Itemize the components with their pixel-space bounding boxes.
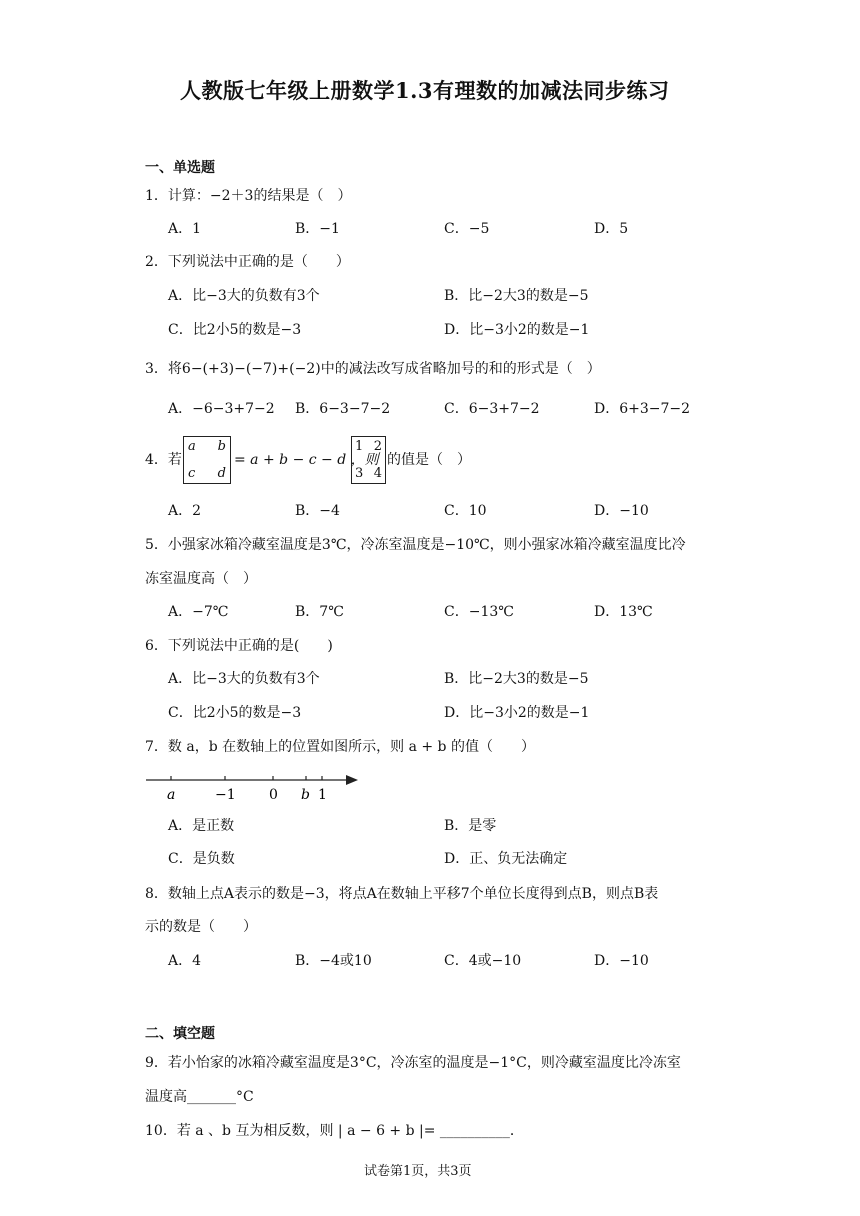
- question-3-option-a: A．−6−3+7−2: [168, 401, 275, 417]
- question-6-stem: 6．下列说法中正确的是( ): [145, 638, 333, 654]
- question-1-option-c: C．−5: [444, 221, 490, 237]
- question-8-stem-line-2: 示的数是（ ）: [145, 919, 257, 935]
- determinant-numbers-box: [351, 436, 386, 484]
- number-line-figure: [140, 770, 370, 806]
- axis-label-minus-1: −1: [215, 787, 236, 803]
- question-6-option-d: D．比−3小2的数是−1: [444, 705, 590, 721]
- letter-d: d: [217, 466, 226, 481]
- question-1-stem: 1．计算：−2＋3的结果是（ ）: [145, 188, 352, 204]
- question-2-option-c: C．比2小5的数是−3: [168, 322, 302, 338]
- question-5-option-b: B．7℃: [295, 604, 344, 620]
- question-4-option-a: A．2: [168, 503, 202, 519]
- question-4-definition: = a + b − c − d ，则: [234, 452, 379, 468]
- question-7-option-a: A．是正数: [168, 818, 235, 834]
- axis-label-a: a: [167, 787, 176, 803]
- question-5-stem-line-2: 冻室温度高（ ）: [145, 571, 257, 587]
- question-4-option-d: D．−10: [594, 503, 649, 519]
- question-2-stem: 2．下列说法中正确的是（ ）: [145, 254, 350, 270]
- number-4: 4: [373, 466, 382, 481]
- question-6-option-a: A．比−3大的负数有3个: [168, 671, 320, 687]
- question-4-suffix: 的值是（ ）: [387, 452, 471, 468]
- question-4-option-c: C．10: [444, 503, 487, 519]
- question-9-stem-line-1: 9．若小怡家的冰箱冷藏室温度是3°C，冷冻室的温度是−1°C，则冷藏室温度比冷冻室: [145, 1055, 681, 1071]
- axis-label-1: 1: [318, 787, 327, 803]
- question-5-option-a: A．−7℃: [168, 604, 229, 620]
- question-7-option-b: B．是零: [444, 818, 497, 834]
- page-title: 人教版七年级上册数学1.3有理数的加减法同步练习: [180, 78, 670, 103]
- number-line-arrow-icon: [346, 775, 358, 785]
- letter-a: a: [188, 439, 196, 454]
- question-3-option-c: C．6−3+7−2: [444, 401, 540, 417]
- section-heading-single-choice: 一、单选题: [145, 160, 215, 176]
- question-2-option-d: D．比−3小2的数是−1: [444, 322, 590, 338]
- question-7-stem: 7．数 a，b 在数轴上的位置如图所示，则 a + b 的值（ ）: [145, 739, 535, 755]
- question-1-option-a: A．1: [168, 221, 202, 237]
- question-5-option-c: C．−13℃: [444, 604, 514, 620]
- question-10-stem: 10．若 a 、b 互为相反数，则 | a − 6 + b |= __________．: [145, 1123, 524, 1139]
- question-2-option-b: B．比−2大3的数是−5: [444, 288, 589, 304]
- question-5-stem-line-1: 5．小强家冰箱冷藏室温度是3℃，冷冻室温度是−10℃，则小强家冰箱冷藏室温度比冷: [145, 537, 686, 553]
- question-8-option-a: A．4: [168, 953, 202, 969]
- page-footer: 试卷第1页，共3页: [364, 1164, 472, 1179]
- question-3-stem: 3．将6−(+3)−(−7)+(−2)中的减法改写成省略加号的和的形式是（ ）: [145, 361, 601, 377]
- question-6-option-c: C．比2小5的数是−3: [168, 705, 302, 721]
- question-4-option-b: B．−4: [295, 503, 340, 519]
- question-5-option-d: D．13℃: [594, 604, 653, 620]
- question-6-option-b: B．比−2大3的数是−5: [444, 671, 589, 687]
- axis-label-b: b: [301, 787, 310, 803]
- question-8-option-b: B．−4或10: [295, 953, 372, 969]
- question-2-option-a: A．比−3大的负数有3个: [168, 288, 320, 304]
- question-8-stem-line-1: 8．数轴上点A表示的数是−3，将点A在数轴上平移7个单位长度得到点B，则点B表: [145, 886, 659, 902]
- number-3: 3: [355, 466, 364, 481]
- question-3-option-d: D．6+3−7−2: [594, 401, 691, 417]
- question-9-stem-line-2: 温度高_______°C: [145, 1089, 254, 1105]
- question-1-option-b: B．−1: [295, 221, 340, 237]
- question-3-option-b: B．6−3−7−2: [295, 401, 391, 417]
- axis-label-0: 0: [269, 787, 278, 803]
- question-1-option-d: D．5: [594, 221, 629, 237]
- question-8-option-d: D．−10: [594, 953, 649, 969]
- number-2: 2: [373, 439, 382, 454]
- number-1: 1: [355, 439, 364, 454]
- question-7-option-d: D．正、负无法确定: [444, 851, 568, 867]
- letter-c: c: [188, 466, 196, 481]
- question-4-prefix: 4．若: [145, 452, 182, 468]
- determinant-letters-box: [183, 436, 231, 484]
- question-8-option-c: C．4或−10: [444, 953, 522, 969]
- letter-b: b: [217, 439, 226, 454]
- question-7-option-c: C．是负数: [168, 851, 235, 867]
- section-heading-fill-in: 二、填空题: [145, 1026, 215, 1042]
